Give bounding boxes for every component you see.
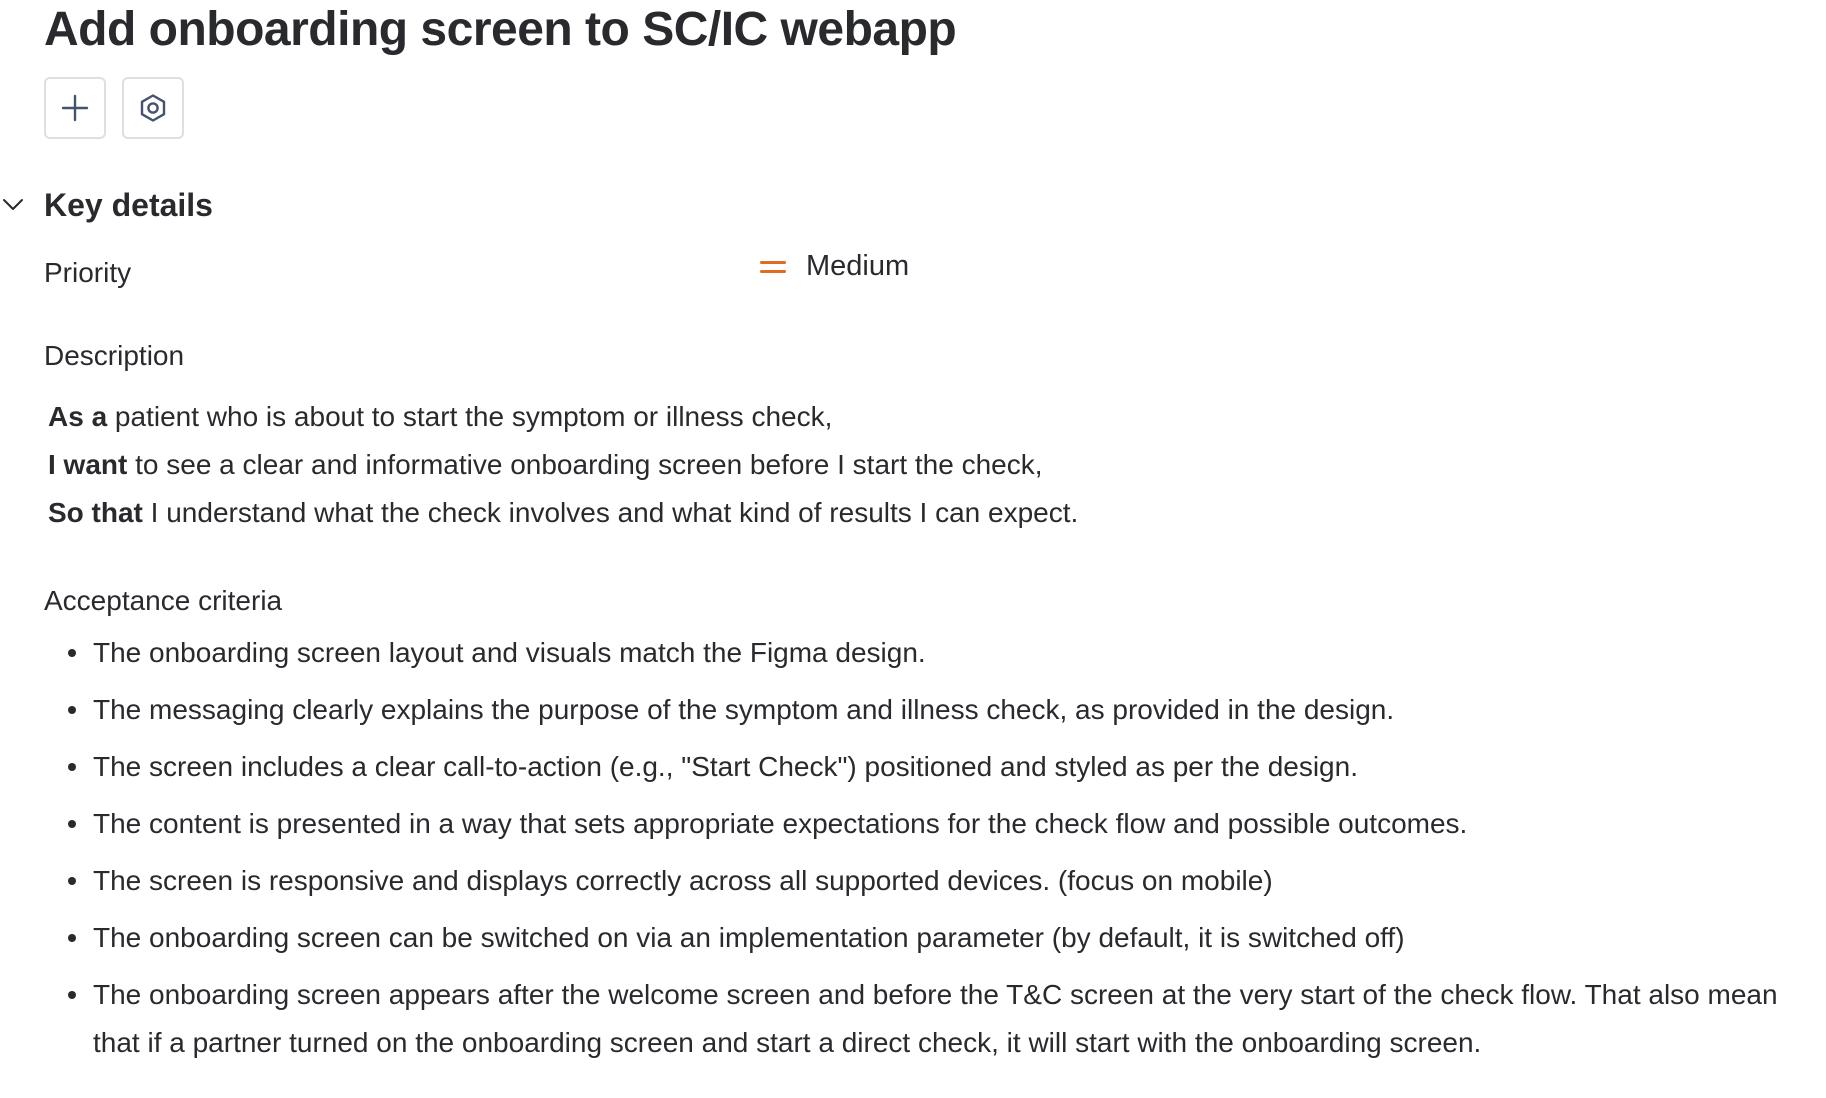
add-button[interactable] bbox=[44, 77, 106, 139]
list-item: The onboarding screen layout and visuals match the Figma design. bbox=[48, 629, 1788, 677]
description-line: I want to see a clear and informative onboarding screen before I start the check, bbox=[48, 449, 1043, 480]
key-details-header[interactable] bbox=[0, 182, 213, 228]
list-item: The messaging clearly explains the purpose of the symptom and illness check, as provided in the design. bbox=[48, 686, 1788, 734]
priority-value: Medium bbox=[806, 250, 910, 282]
description-label: Description bbox=[44, 340, 185, 371]
priority-label: Priority bbox=[44, 257, 132, 288]
list-item: The onboarding screen appears after the welcome screen and before the T&C screen at the very start of the check flow. That also mean that if a partner turned on the onboarding screen and start a direct check, it will start with the onboarding screen. bbox=[48, 971, 1788, 1067]
list-item: The content is presented in a way that sets appropriate expectations for the check flow and possible outcomes. bbox=[48, 800, 1788, 848]
list-item: The onboarding screen can be switched on via an implementation parameter (by default, it is switched off) bbox=[48, 914, 1788, 962]
key-details-heading: Key details bbox=[44, 186, 213, 223]
description-line: As a patient who is about to start the symptom or illness check, bbox=[48, 401, 833, 432]
description-body[interactable] bbox=[48, 393, 1078, 537]
acceptance-criteria-list bbox=[48, 629, 1788, 1076]
acceptance-criteria-label: Acceptance criteria bbox=[44, 585, 283, 616]
hexagon-settings-icon bbox=[138, 93, 168, 123]
priority-field[interactable] bbox=[760, 250, 909, 283]
priority-medium-icon bbox=[760, 257, 786, 277]
chevron-down-icon[interactable] bbox=[0, 192, 26, 218]
issue-title[interactable]: Add onboarding screen to SC/IC webapp bbox=[44, 3, 957, 56]
issue-toolbar bbox=[44, 77, 184, 139]
list-item: The screen includes a clear call-to-action (e.g., "Start Check") positioned and styled as per the design. bbox=[48, 743, 1788, 791]
description-line: So that I understand what the check involves and what kind of results I can expect. bbox=[48, 497, 1079, 528]
apps-button[interactable] bbox=[122, 77, 184, 139]
list-item: The screen is responsive and displays correctly across all supported devices. (focus on mobile) bbox=[48, 857, 1788, 905]
plus-icon bbox=[60, 93, 90, 123]
